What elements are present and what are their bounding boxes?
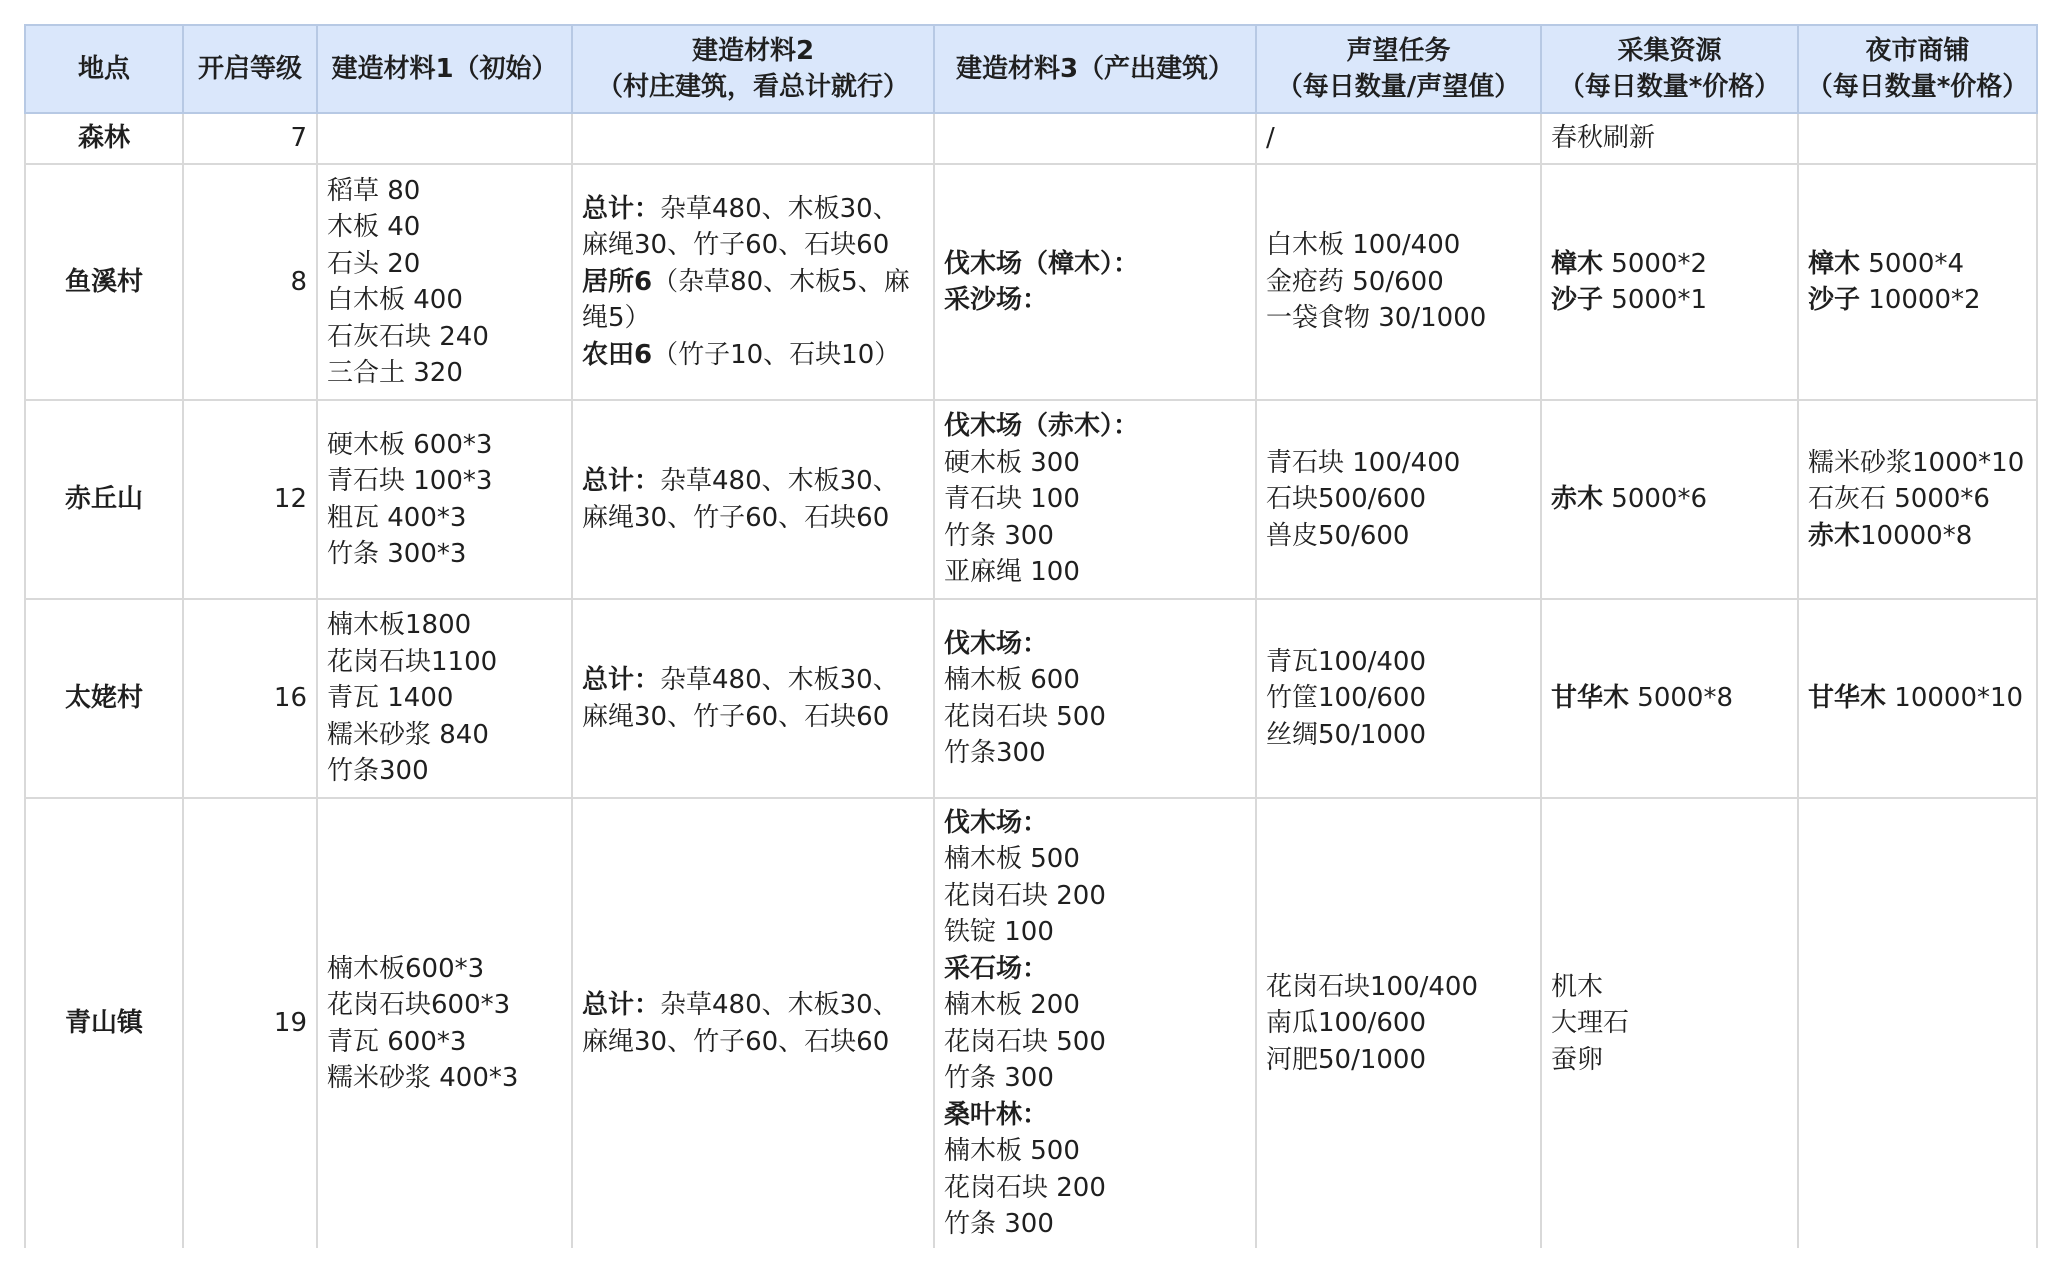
list-item — [1551, 246, 1788, 283]
header-level[interactable]: 开启等级 — [183, 25, 317, 113]
list-item: 青石块 100*3 — [327, 466, 493, 496]
cell-level[interactable]: 7 — [183, 113, 317, 164]
list-item — [582, 987, 924, 1060]
list-item: 竹条 300*3 — [327, 539, 467, 569]
list-item: 楠木板 500 — [944, 844, 1080, 874]
cell-material-3[interactable] — [934, 599, 1256, 798]
list-item: 机木 — [1551, 971, 1604, 1002]
table-row — [25, 113, 2037, 164]
resource-name: 沙子 — [1808, 285, 1861, 315]
header-location[interactable]: 地点 — [25, 25, 183, 113]
header-night-line2: （每日数量*价格） — [1806, 72, 2029, 102]
list-item: 春秋刷新 — [1551, 123, 1656, 154]
list-item: 青石块 100/400 — [1266, 447, 1461, 478]
resource-qty: 5000*1 — [1603, 285, 1707, 315]
resource-qty: 5000*2 — [1603, 248, 1707, 279]
list-item: / — [1266, 123, 1275, 154]
total-text: 杂草480、木板30、麻绳30、竹子60、石块60 — [582, 193, 899, 261]
cell-material-3[interactable] — [934, 113, 1256, 164]
list-item: 硬木板 600*3 — [327, 429, 493, 460]
cell-reputation[interactable] — [1256, 113, 1541, 164]
resource-name: 樟木 — [1808, 248, 1861, 279]
cell-material-3[interactable] — [934, 798, 1256, 1248]
resource-name: 赤木 — [1808, 520, 1861, 551]
list-item: 花岗石块600*3 — [327, 990, 511, 1020]
cell-material-1[interactable] — [317, 798, 572, 1248]
list-item: 石灰石 5000*6 — [1808, 484, 1990, 515]
total-text: 杂草480、木板30、麻绳30、竹子60、石块60 — [582, 990, 899, 1057]
list-item — [1808, 282, 2027, 319]
cell-level[interactable]: 8 — [183, 164, 317, 400]
list-item: 花岗石块 500 — [944, 701, 1106, 732]
list-item: 花岗石块100/400 — [1266, 971, 1479, 1002]
list-item: 一袋食物 30/1000 — [1266, 303, 1487, 334]
cell-gather[interactable] — [1541, 113, 1798, 164]
header-night-line1: 夜市商铺 — [1865, 36, 1970, 66]
list-item: 伐木场（赤木）： — [944, 411, 1140, 442]
resource-name: 沙子 — [1551, 285, 1604, 315]
house-text: （杂草80、木板5、麻绳5） — [582, 266, 910, 334]
list-item: 石头 20 — [327, 248, 421, 279]
cell-material-2[interactable] — [572, 400, 934, 599]
cell-night-market[interactable] — [1798, 599, 2037, 798]
list-item: 花岗石块 200 — [944, 880, 1106, 911]
cell-gather[interactable] — [1541, 164, 1798, 400]
list-item: 伐木场： — [944, 807, 1049, 838]
list-item: 糯米砂浆 840 — [327, 719, 489, 750]
cell-gather[interactable] — [1541, 599, 1798, 798]
cell-material-2[interactable] — [572, 798, 934, 1248]
list-item: 青瓦 1400 — [327, 683, 454, 714]
cell-level[interactable]: 19 — [183, 798, 317, 1248]
cell-material-2[interactable] — [572, 113, 934, 164]
resource-qty: 5000*8 — [1629, 683, 1733, 714]
list-item — [1551, 282, 1788, 319]
cell-location[interactable]: 赤丘山 — [25, 400, 183, 599]
list-item: 青石块 100 — [944, 484, 1080, 515]
total-label: 总计： — [582, 193, 661, 224]
cell-location[interactable]: 森林 — [25, 113, 183, 164]
list-item: 花岗石块 200 — [944, 1172, 1106, 1203]
cell-material-3[interactable] — [934, 400, 1256, 599]
header-material-2-line2: （村庄建筑，看总计就行） — [596, 72, 909, 102]
header-gather[interactable] — [1541, 25, 1798, 113]
list-item: 竹条300 — [944, 738, 1046, 768]
cell-level[interactable]: 16 — [183, 599, 317, 798]
list-item: 竹条300 — [327, 756, 429, 787]
list-item: 亚麻绳 100 — [944, 557, 1080, 588]
resource-qty: 5000*6 — [1603, 484, 1707, 515]
header-row — [25, 25, 2037, 113]
cell-reputation[interactable] — [1256, 164, 1541, 400]
list-item: 楠木板600*3 — [327, 953, 485, 984]
list-item: 蚕卵 — [1551, 1044, 1604, 1075]
list-item: 楠木板1800 — [327, 610, 472, 641]
list-item: 花岗石块1100 — [327, 646, 498, 677]
spreadsheet-view — [24, 24, 2036, 1248]
house-label: 居所6 — [582, 266, 653, 297]
total-label: 总计： — [582, 990, 661, 1020]
farm-label: 农田6 — [582, 339, 653, 370]
total-text: 杂草480、木板30、麻绳30、竹子60、石块60 — [582, 665, 899, 732]
cell-material-1[interactable] — [317, 113, 572, 164]
list-item: 竹条 300 — [944, 1209, 1054, 1239]
list-item: 木板 40 — [327, 212, 421, 242]
cell-gather[interactable] — [1541, 400, 1798, 599]
resource-name: 甘华木 — [1808, 683, 1887, 714]
list-item — [582, 337, 924, 374]
list-item: 大理石 — [1551, 1008, 1630, 1039]
table-row — [25, 798, 2037, 1248]
list-item: 兽皮50/600 — [1266, 520, 1410, 551]
resource-qty: 10000*8 — [1860, 520, 1973, 551]
list-item — [1808, 246, 2027, 283]
list-item: 石块500/600 — [1266, 484, 1427, 515]
list-item: 伐木场： — [944, 628, 1049, 659]
list-item: 青瓦 600*3 — [327, 1026, 467, 1057]
resource-name: 甘华木 — [1551, 683, 1630, 714]
list-item — [1808, 518, 2027, 555]
list-item: 花岗石块 500 — [944, 1026, 1106, 1057]
header-reputation[interactable] — [1256, 25, 1541, 113]
total-label: 总计： — [582, 665, 661, 695]
list-item: 粗瓦 400*3 — [327, 502, 467, 533]
list-item — [582, 264, 924, 337]
list-item: 楠木板 200 — [944, 990, 1080, 1020]
cell-material-1[interactable] — [317, 400, 572, 599]
list-item — [582, 191, 924, 264]
header-material-2-line1: 建造材料2 — [691, 36, 815, 66]
resource-name: 樟木 — [1551, 248, 1604, 279]
list-item — [1808, 680, 2027, 717]
list-item — [1551, 481, 1788, 518]
list-item: 铁锭 100 — [944, 917, 1054, 947]
list-item — [582, 662, 924, 735]
resource-qty: 10000*10 — [1886, 683, 2024, 714]
header-night-market[interactable] — [1798, 25, 2037, 113]
list-item: 三合土 320 — [327, 358, 463, 388]
list-item: 采石场： — [944, 953, 1049, 984]
cell-level[interactable]: 12 — [183, 400, 317, 599]
header-material-3[interactable]: 建造材料3（产出建筑） — [934, 25, 1256, 113]
header-gather-line1: 采集资源 — [1617, 36, 1722, 66]
cell-night-market[interactable] — [1798, 798, 2037, 1248]
header-material-2[interactable] — [572, 25, 934, 113]
list-item: 硬木板 300 — [944, 447, 1080, 478]
list-item: 竹筐100/600 — [1266, 683, 1427, 714]
list-item: 竹条 300 — [944, 520, 1054, 551]
header-reputation-line2: （每日数量/声望值） — [1276, 72, 1521, 102]
table-row — [25, 599, 2037, 798]
cell-reputation[interactable] — [1256, 798, 1541, 1248]
list-item — [1551, 680, 1788, 717]
list-item: 白木板 100/400 — [1266, 230, 1461, 261]
list-item: 石灰石块 240 — [327, 321, 489, 352]
farm-text: （竹子10、石块10） — [652, 339, 901, 370]
list-item: 桑叶林： — [944, 1099, 1049, 1130]
total-label: 总计： — [582, 466, 661, 496]
cell-night-market[interactable] — [1798, 400, 2037, 599]
list-item: 丝绸50/1000 — [1266, 719, 1427, 750]
list-item: 糯米砂浆1000*10 — [1808, 447, 2025, 478]
list-item: 楠木板 600 — [944, 665, 1080, 695]
list-item: 白木板 400 — [327, 285, 463, 315]
cell-night-market[interactable] — [1798, 164, 2037, 400]
cell-material-1[interactable] — [317, 164, 572, 400]
list-item: 青瓦100/400 — [1266, 646, 1427, 677]
cell-material-1[interactable] — [317, 599, 572, 798]
list-item: 采沙场： — [944, 285, 1049, 315]
list-item: 金疮药 50/600 — [1266, 266, 1444, 297]
list-item: 竹条 300 — [944, 1063, 1054, 1093]
table-row — [25, 164, 2037, 400]
cell-location[interactable]: 太姥村 — [25, 599, 183, 798]
header-reputation-line1: 声望任务 — [1346, 36, 1451, 66]
list-item: 河肥50/1000 — [1266, 1044, 1427, 1075]
list-item: 楠木板 500 — [944, 1136, 1080, 1166]
cell-location[interactable]: 鱼溪村 — [25, 164, 183, 400]
cell-material-2[interactable] — [572, 164, 934, 400]
header-material-1[interactable]: 建造材料1（初始） — [317, 25, 572, 113]
list-item: 伐木场（樟木）： — [944, 248, 1140, 279]
cell-reputation[interactable] — [1256, 599, 1541, 798]
list-item: 稻草 80 — [327, 175, 421, 206]
resource-qty: 10000*2 — [1860, 285, 1981, 315]
cell-gather[interactable] — [1541, 798, 1798, 1248]
list-item — [582, 463, 924, 536]
cell-material-2[interactable] — [572, 599, 934, 798]
total-text: 杂草480、木板30、麻绳30、竹子60、石块60 — [582, 466, 899, 533]
resource-qty: 5000*4 — [1860, 248, 1964, 279]
cell-night-market[interactable] — [1798, 113, 2037, 164]
list-item: 南瓜100/600 — [1266, 1008, 1427, 1039]
table-row — [25, 400, 2037, 599]
cell-material-3[interactable] — [934, 164, 1256, 400]
village-materials-table — [24, 24, 2038, 1248]
list-item: 糯米砂浆 400*3 — [327, 1063, 519, 1093]
header-gather-line2: （每日数量*价格） — [1558, 72, 1781, 102]
cell-reputation[interactable] — [1256, 400, 1541, 599]
cell-location[interactable]: 青山镇 — [25, 798, 183, 1248]
resource-name: 赤木 — [1551, 484, 1604, 515]
